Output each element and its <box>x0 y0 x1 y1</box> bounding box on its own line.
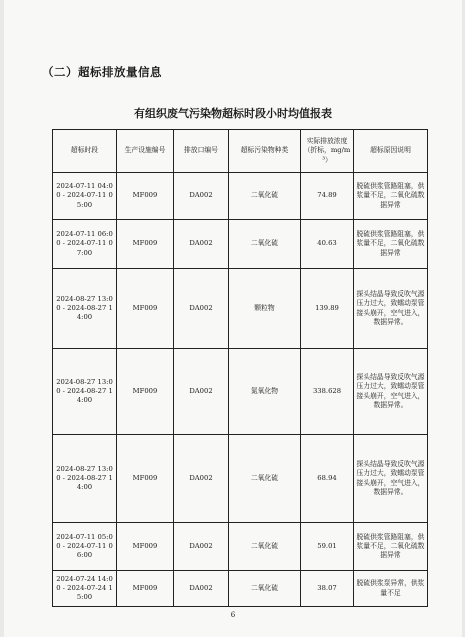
cell-facility: MF009 <box>117 269 174 349</box>
cell-reason: 脱硫供浆管路阻塞，供浆量不足，二氧化硫数据异常 <box>354 173 428 220</box>
cell-outlet: DA002 <box>174 435 229 523</box>
cell-reason: 探头结晶导致反吹气源压力过大，致蠕动泵管接头崩开，空气进入，数据异常。 <box>354 435 428 523</box>
cell-period: 2024-08-27 13:00 - 2024-08-27 14:00 <box>53 349 117 435</box>
table-row <box>53 435 428 523</box>
column-header-concentration: 实际排放浓度（折标，mg/m³） <box>301 130 354 173</box>
exceedance-report-table <box>52 129 428 607</box>
cell-pollutant: 二氧化硫 <box>229 173 301 220</box>
column-header-reason: 超标原因说明 <box>354 130 428 173</box>
column-header-pollutant: 超标污染物种类 <box>229 130 301 173</box>
cell-outlet: DA002 <box>174 220 229 269</box>
cell-pollutant: 氮氧化物 <box>229 349 301 435</box>
cell-concentration: 38.07 <box>301 571 354 607</box>
table-row <box>53 571 428 607</box>
cell-facility: MF009 <box>117 220 174 269</box>
table-row <box>53 523 428 571</box>
cell-concentration: 68.94 <box>301 435 354 523</box>
table-header-row <box>53 130 428 173</box>
cell-period: 2024-08-27 13:00 - 2024-08-27 14:00 <box>53 269 117 349</box>
cell-pollutant: 二氧化硫 <box>229 523 301 571</box>
page-number: 6 <box>230 611 236 619</box>
document-page <box>4 0 462 637</box>
cell-facility: MF009 <box>117 173 174 220</box>
table-title: 有组织废气污染物超标时段小时均值报表 <box>134 107 332 120</box>
cell-reason: 探头结晶导致反吹气源压力过大，致蠕动泵管接头崩开，空气进入，数据异常。 <box>354 349 428 435</box>
cell-reason: 脱硫供浆管路阻塞，供浆量不足，二氧化硫数据异常 <box>354 220 428 269</box>
cell-reason: 探头结晶导致反吹气源压力过大，致蠕动泵管接头崩开，空气进入，数据异常。 <box>354 269 428 349</box>
cell-period: 2024-07-11 05:00 - 2024-07-11 06:00 <box>53 523 117 571</box>
cell-concentration: 59.01 <box>301 523 354 571</box>
cell-concentration: 338.628 <box>301 349 354 435</box>
cell-pollutant: 二氧化硫 <box>229 220 301 269</box>
cell-concentration: 139.89 <box>301 269 354 349</box>
cell-concentration: 74.89 <box>301 173 354 220</box>
cell-concentration: 40.63 <box>301 220 354 269</box>
cell-facility: MF009 <box>117 523 174 571</box>
cell-pollutant: 二氧化硫 <box>229 435 301 523</box>
table-row <box>53 173 428 220</box>
column-header-outlet: 排放口编号 <box>174 130 229 173</box>
table-row <box>53 269 428 349</box>
cell-reason: 脱硫供浆管路阻塞，供浆量不足，二氧化硫数据异常 <box>354 523 428 571</box>
cell-period: 2024-07-11 04:00 - 2024-07-11 05:00 <box>53 173 117 220</box>
cell-facility: MF009 <box>117 571 174 607</box>
cell-outlet: DA002 <box>174 269 229 349</box>
cell-outlet: DA002 <box>174 173 229 220</box>
cell-period: 2024-07-11 06:00 - 2024-07-11 07:00 <box>53 220 117 269</box>
cell-outlet: DA002 <box>174 571 229 607</box>
column-header-facility: 生产设施编号 <box>117 130 174 173</box>
section-heading: （二）超标排放量信息 <box>42 65 162 79</box>
cell-reason: 脱硫供浆泵异常，供浆量不足 <box>354 571 428 607</box>
cell-outlet: DA002 <box>174 523 229 571</box>
column-header-period: 超标时段 <box>53 130 117 173</box>
table-row <box>53 349 428 435</box>
table-row <box>53 220 428 269</box>
cell-pollutant: 二氧化硫 <box>229 571 301 607</box>
cell-period: 2024-07-24 14:00 - 2024-07-24 15:00 <box>53 571 117 607</box>
cell-outlet: DA002 <box>174 349 229 435</box>
cell-period: 2024-08-27 13:00 - 2024-08-27 14:00 <box>53 435 117 523</box>
cell-pollutant: 颗粒物 <box>229 269 301 349</box>
cell-facility: MF009 <box>117 435 174 523</box>
cell-facility: MF009 <box>117 349 174 435</box>
